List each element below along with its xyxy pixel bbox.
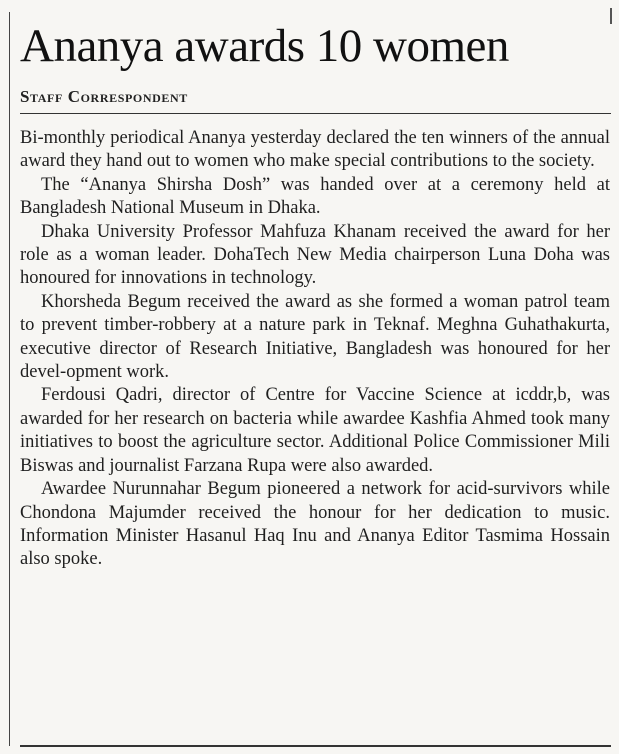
paragraph: Khorsheda Begum received the award as she formed a woman patrol team to prevent timber-robbery at a nature park in Teknaf. Meghna Guhathakurta, executive director of Research Initiative, Bangladesh was honoured for her devel-opment work. — [20, 291, 610, 383]
paragraph: Awardee Nurunnahar Begum pioneered a network for acid-survivors while Chondona Majumder received the honour for her dedication to music. Information Minister Hasanul Haq Inu and Ananya Editor Tasmima Hossain also spoke. — [20, 479, 610, 570]
byline: Staff Correspondent — [20, 87, 188, 106]
paragraph: Dhaka University Professor Mahfuza Khanam received the award for her role as a woman leader. DohaTech New Media chairperson Luna Doha was honoured for innovations in technology. — [20, 221, 610, 289]
column-rule-right — [610, 8, 612, 24]
paragraph: Ferdousi Qadri, director of Centre for Vaccine Science at icddr,b, was awarded for her research on bacteria while awardee Kashfia Ahmed took many initiatives to boost the agriculture sector. Additional Police Commissioner Mili Biswas and journalist Farzana Rupa were also awarded. — [20, 385, 610, 476]
byline-divider — [20, 113, 611, 114]
article-body — [20, 127, 610, 572]
paragraph: The “Ananya Shirsha Dosh” was handed over at a ceremony held at Bangladesh National Museum in Dhaka. — [20, 174, 610, 219]
headline: Ananya awards 10 women — [20, 20, 509, 72]
bottom-divider — [20, 745, 611, 747]
paragraph: Bi-monthly periodical Ananya yesterday declared the ten winners of the annual award they hand out to women who make special contributions to the society. — [20, 128, 610, 172]
column-rule-left — [9, 12, 10, 746]
